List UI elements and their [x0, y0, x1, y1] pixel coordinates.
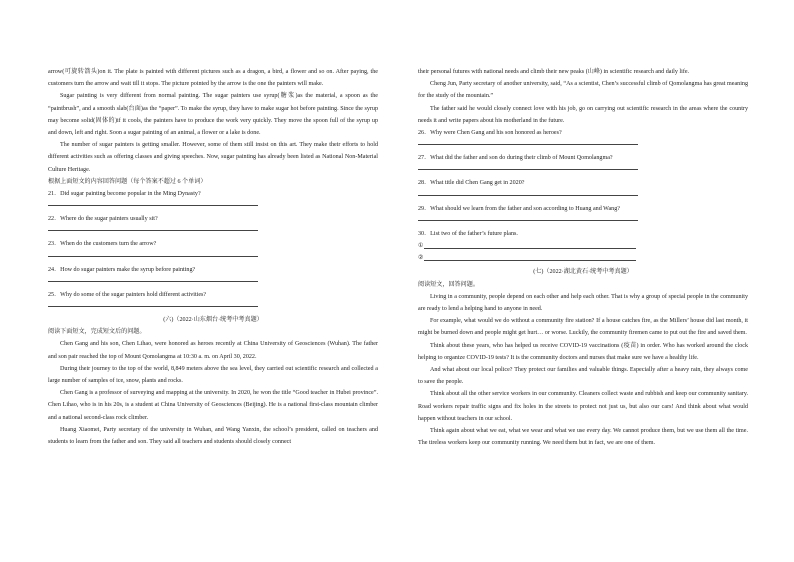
- question-26: 26．Why were Chen Gang and his son honored as heroes?: [418, 130, 562, 137]
- question-22: 22．Where do the sugar painters usually sit?: [48, 216, 158, 223]
- section-instruction: 阅读短文，回答问题。: [418, 281, 479, 288]
- answer-line-29[interactable]: [418, 215, 638, 221]
- answer-option-2: [418, 252, 748, 264]
- passage-paragraph: Living in a community, people depend on each other and help each other. That is why a group of special people in the community are ready to lend a helping hand to anyone in need.: [418, 293, 748, 313]
- question-instruction: 根据上面短文的内容回答问题（每个答案不超过 6 个单词）: [48, 178, 207, 185]
- circle-two-label: ②: [418, 255, 424, 262]
- answer-line-30-2[interactable]: [424, 255, 636, 261]
- passage-paragraph: Cheng Jun, Party secretary of another university, said, “As a scientist, Chen’s successful climb of Qomolangma has great meaning for the study of the mountain.”: [418, 81, 748, 100]
- question-24: 24．How do sugar painters make the syrup before painting?: [48, 266, 196, 273]
- question-23: 23．When do the customers turn the arrow?: [48, 241, 157, 248]
- answer-line-25[interactable]: [48, 301, 258, 307]
- passage-paragraph: The father said he would closely connect love with his job, go on carrying out scientific research in the areas where the country needs it and write papers about his motherland in the future.: [418, 105, 748, 124]
- section-heading-7: (七)（2022·湖北黄石·统考中考真题）: [533, 269, 633, 276]
- passage-paragraph: Think about these years, who has helped us receive COVID-19 vaccinations (疫苗) in order. Who has worked around the clock helping to organize COVID-19 tests? It is the community doctors and nurses that make sure we have a healthy life.: [418, 342, 748, 361]
- right-column: [418, 66, 748, 449]
- section-instruction: 阅读下面短文，完成短文后的问题。: [48, 329, 146, 336]
- question-25: 25．Why do some of the sugar painters hold different activities?: [48, 291, 207, 298]
- left-column: [48, 66, 378, 448]
- passage-paragraph: The number of sugar painters is getting smaller. However, some of them still insist on this art. They make their efforts to hold different activities such as offering classes and giving speeches. Now, sugar painting has already been listed as National Non-Material Culture Heritage.: [48, 142, 378, 173]
- passage-paragraph: Chen Gang is a professor of surveying and mapping at the university. In 2020, he won the title “Good teacher in Hubei province”. Chen Lihao, who is in his 20s, is a student at China University of Geosciences (Beijing). He is a national first-class mountain climber and a national second-class rock climber.: [48, 390, 378, 421]
- passage-paragraph: And what about our local police? They protect our families and valuable things. Especially after a heavy rain, they always come to save the people.: [418, 367, 748, 386]
- answer-line-24[interactable]: [48, 276, 258, 282]
- question-27: 27．What did the father and son do during their climb of Mount Qomolangma?: [418, 155, 613, 162]
- answer-line-30-1[interactable]: [424, 243, 636, 249]
- passage-paragraph: arrow(可旋转箭头)on it. The plate is painted with different pictures such as a dragon, a bird, a flower and so on. After paying, the customers turn the arrow and wait till it stops. The picture pointed by the arrow is the one the painters will make.: [48, 69, 378, 88]
- passage-paragraph: Think again about what we eat, what we wear and what we use every day. We cannot produce them, but we use them all the time. The tireless workers keep our community running. We need them but in fact, we are one of them.: [418, 428, 748, 447]
- section-heading-6: (六)（2022·山东烟台·统考中考真题）: [163, 317, 263, 324]
- question-30: 30．List two of the father’s future plans.: [418, 230, 518, 237]
- passage-paragraph: Huang Xiaomei, Party secretary of the university in Wuhan, and Wang Yanxin, the school’s president, called on teachers and students to learn from the father and son. They said all teachers and students should closely connect: [48, 426, 378, 446]
- answer-line-26[interactable]: [418, 139, 638, 145]
- circle-one-label: ①: [418, 243, 424, 250]
- answer-line-22[interactable]: [48, 225, 258, 231]
- passage-paragraph: their personal futures with national needs and climb their new peaks (山峰) in scientific research and daily life.: [418, 69, 690, 75]
- answer-line-28[interactable]: [418, 190, 638, 196]
- question-29: 29．What should we learn from the father and son according to Huang and Wang?: [418, 205, 620, 212]
- passage-paragraph: Chen Gang and his son, Chen Lihao, were honored as heroes recently at China University of Geosciences (Wuhan). The father and son pair reached the top of Mount Qomolangma at 10:30 a. m. on April 30, 2022.: [48, 341, 378, 360]
- question-28: 28．What title did Chen Gang get in 2020?: [418, 180, 525, 187]
- answer-line-21[interactable]: [48, 200, 258, 206]
- passage-paragraph: Think about all the other service workers in our community. Cleaners collect waste and rubbish and keep our community sanitary. Road workers repair traffic signs and fix holes in the streets to protect not just us, but also our cars! And think about what would happen without teachers in our school.: [418, 391, 748, 422]
- answer-option-1: [418, 240, 748, 252]
- answer-line-27[interactable]: [418, 164, 638, 170]
- passage-paragraph: For example, what would we do without a community fire station? If a house catches fire, as the Millers’ house did last month, it might be burned down and people might get hurt… or worse. Luckily, the community firemen came to put out the fire and saved them.: [418, 318, 748, 337]
- answer-line-23[interactable]: [48, 251, 258, 257]
- passage-paragraph: Sugar painting is very different from normal painting. The sugar painters use syrup(糖浆)as the material, a spoon as the “paintbrush”, and a smooth slab(台面)as the “paper”. To make the syrup, they have to make sugar hot before painting. Since the syrup may become solid(固体的)if it cools, the painters have to produce the work very quickly. They move the spoon full of the syrup up and down, left and right. Soon a sugar painting of an animal, a flower or a lake is done.: [48, 93, 378, 137]
- question-21: 21．Did sugar painting become popular in the Ming Dynasty?: [48, 191, 201, 198]
- passage-paragraph: During their journey to the top of the world, 8,849 meters above the sea level, they carried out scientific research and collected a large number of samples of ice, snow, plants and rocks.: [48, 365, 378, 385]
